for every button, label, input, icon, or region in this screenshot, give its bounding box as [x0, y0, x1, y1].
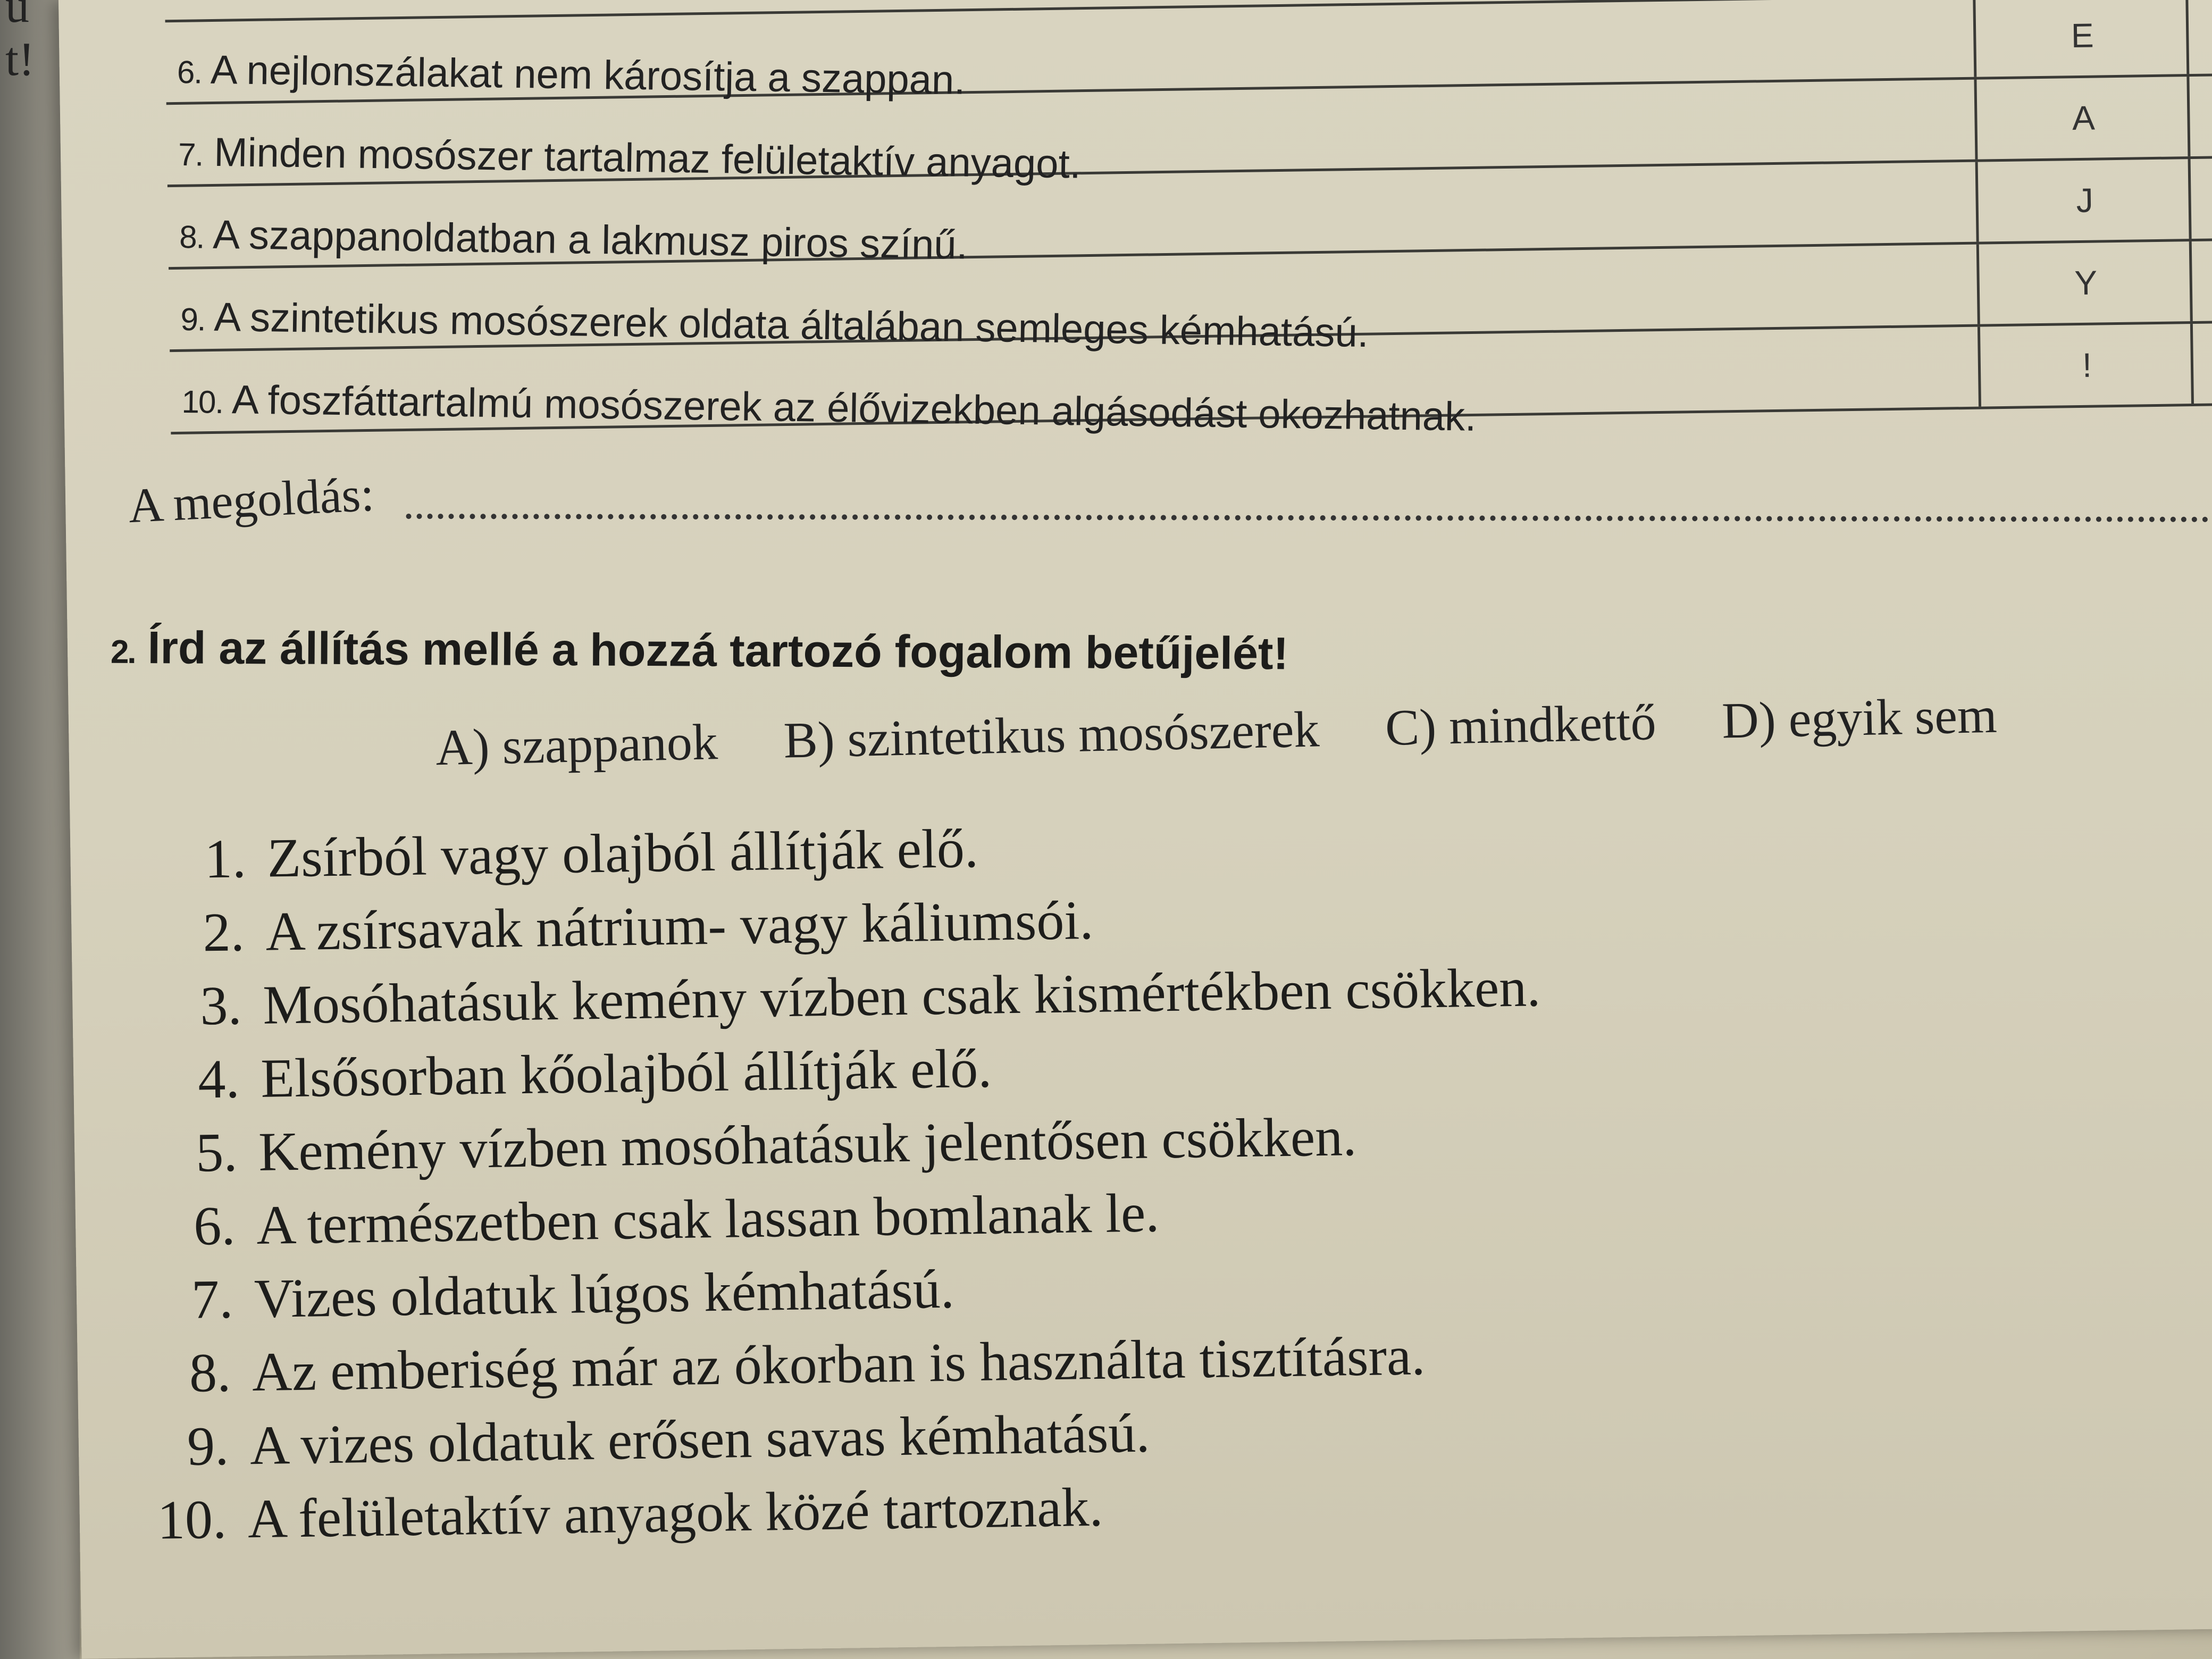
statement-text: 10. A foszfáttartalmú mosószerek az élővizekben algásodást okozhatnak. — [181, 377, 1477, 440]
list-item: 8. Az emberiség már az ókorban is használta tisztításra. — [189, 1325, 1426, 1404]
solution-line — [129, 437, 2212, 531]
answer-options — [435, 681, 2191, 777]
option-c: C) mindkettő — [1385, 693, 1657, 756]
empty-cell — [2189, 240, 2212, 321]
statement-table — [164, 0, 2212, 440]
statement-text: 9. A szintetikus mosószerek oldata általában semleges kémhatású. — [180, 294, 1369, 356]
option-d: D) egyik sem — [1721, 686, 1998, 749]
empty-cell — [2190, 322, 2212, 404]
option-a: A) szappanok — [435, 713, 718, 776]
dotted-answer-line — [406, 514, 2212, 522]
empty-cell — [2188, 157, 2212, 239]
statement-text: 7. Minden mosószer tartalmaz felületaktív anyagot. — [178, 129, 1082, 187]
empty-cell — [2186, 75, 2212, 156]
list-item: 4. Elsősorban kőolajból állítják elő. — [197, 1037, 992, 1110]
answer-letter: J — [1975, 159, 2192, 242]
task-instruction: Írd az állítás mellé a hozzá tartozó fogalom betűjelét! — [147, 622, 1289, 680]
statement-text: 6. A nejlonszálakat nem károsítja a szappan. — [177, 47, 966, 103]
task-2-title — [111, 622, 1289, 681]
answer-letter: Y — [1976, 241, 2193, 324]
task-number: 2. — [110, 633, 135, 671]
answer-letter: E — [1973, 0, 2189, 77]
statement-text: 8. A szappanoldatban a lakmusz piros színű. — [179, 212, 968, 268]
list-item: 10. A felületaktív anyagok közé tartoznak. — [157, 1476, 1104, 1551]
solution-label: A megoldás: — [127, 466, 375, 533]
list-item: 5. Kemény vízben mosóhatásuk jelentősen csökken. — [195, 1106, 1357, 1184]
workbook-page — [58, 0, 2212, 1659]
edge-fragment: t! — [5, 33, 35, 86]
empty-cell — [2185, 0, 2212, 74]
answer-letter: A — [1974, 77, 2190, 160]
edge-fragment: u — [5, 0, 29, 32]
list-item: 2. A zsírsavak nátrium- vagy káliumsói. — [202, 890, 1094, 963]
option-b: B) szintetikus mosószerek — [783, 700, 1320, 769]
list-item: 6. A természetben csak lassan bomlanak le. — [193, 1182, 1160, 1257]
answer-letter: ! — [1978, 324, 2194, 407]
list-item: 9. A vizes oldatuk erősen savas kémhatású. — [187, 1402, 1151, 1477]
task-2-items — [139, 805, 1851, 1562]
list-item: 1. Zsírból vagy olajból állítják elő. — [204, 818, 979, 890]
list-item: 7. Vizes oldatuk lúgos kémhatású. — [191, 1258, 955, 1330]
list-item: 3. Mosóhatásuk kemény vízben csak kismértékben csökken. — [199, 957, 1541, 1037]
